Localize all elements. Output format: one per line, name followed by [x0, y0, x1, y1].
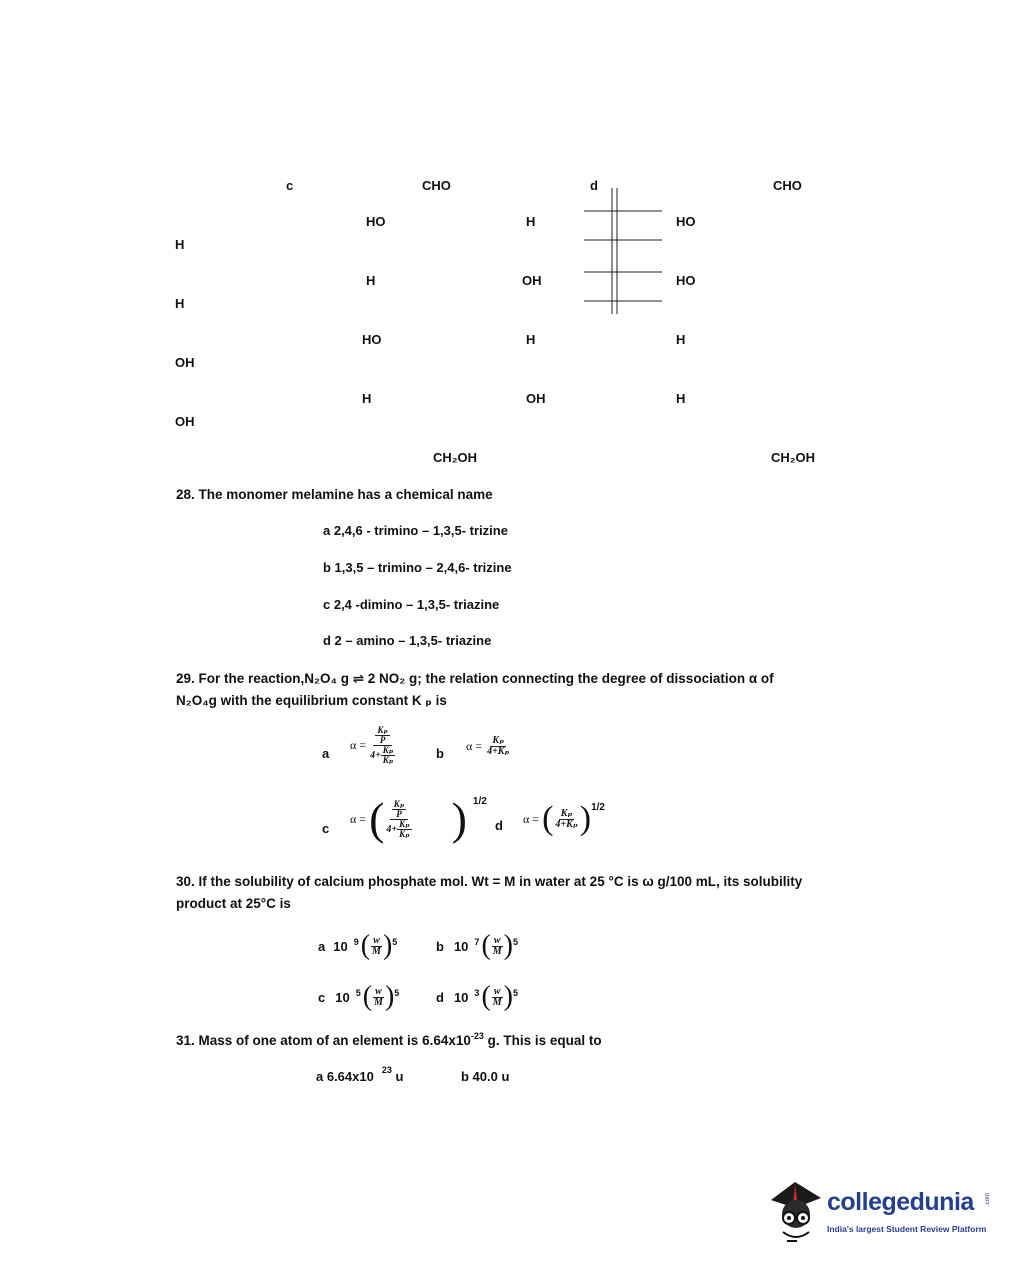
- alpha-symbol: α =: [350, 811, 367, 826]
- q28-option-d[interactable]: d 2 – amino – 1,3,5- triazine: [323, 633, 492, 648]
- option-c-label: c: [286, 178, 294, 193]
- far-left-sub-3: OH: [175, 355, 195, 370]
- question-29-line-1: 29. For the reaction,N₂O₄ g ⇌ 2 NO₂ g; the relation connecting the degree of dissociation α of: [176, 671, 774, 686]
- question-31: 31. Mass of one atom of an element is $6.64x10^{-23}$ g. This is equal to: [176, 1031, 602, 1048]
- q28-option-a[interactable]: a 2,4,6 - trimino – 1,3,5- trizine: [323, 523, 508, 538]
- q29-option-b-formula[interactable]: [466, 736, 511, 757]
- d-right-sub-3: H: [676, 332, 686, 347]
- q30-option-d[interactable]: d 10 3 ( $\frac{w}{M}$ ) 5: [436, 981, 519, 1012]
- bottom-group-c: CH₂OH: [433, 450, 478, 465]
- bottom-group-d: CH₂OH: [771, 450, 816, 465]
- far-left-sub-2: H: [175, 296, 185, 311]
- brand-com: .com: [985, 1192, 991, 1206]
- top-group-c: CHO: [422, 178, 451, 193]
- q28-option-c[interactable]: c 2,4 -dimino – 1,3,5- triazine: [323, 597, 500, 612]
- brand-tagline: India's largest Student Review Platform: [827, 1224, 987, 1234]
- mascot-icon: [765, 1176, 827, 1246]
- c-right-sub-3: H: [526, 332, 536, 347]
- d-right-sub-2: HO: [676, 273, 696, 288]
- q29-option-b-label[interactable]: b: [436, 746, 444, 761]
- q29-option-d-formula[interactable]: α = ( $\frac{\text{Kₚ}}{\text{4+Kₚ}}$ ) 1/2: [523, 800, 605, 837]
- top-group-d: CHO: [773, 178, 802, 193]
- q29-option-a-label[interactable]: a: [322, 746, 330, 761]
- question-29-line-2: N₂O₄g with the equilibrium constant K ₚ is: [176, 693, 447, 708]
- d-right-sub-1: HO: [676, 214, 696, 229]
- exponent-half: 1/2: [472, 796, 487, 807]
- q28-option-b[interactable]: b 1,3,5 – trimino – 2,4,6- trizine: [323, 560, 512, 575]
- q30-option-b[interactable]: b 10 7 ( $\frac{w}{M}$ ) 5: [436, 930, 519, 961]
- collegedunia-logo: [765, 1176, 995, 1248]
- q30-option-c[interactable]: c 10 5 ( $\frac{w}{M}$ ) 5: [318, 981, 400, 1012]
- c-left-sub-3: HO: [362, 332, 382, 347]
- exponent-half: 1/2: [591, 802, 605, 813]
- c-right-sub-4: OH: [526, 391, 546, 406]
- far-left-sub-1: H: [175, 237, 185, 252]
- c-right-sub-2: OH: [522, 273, 542, 288]
- formula-fraction: $\frac{\text{Kₚ}}{P}$ 4+ $\frac{\text{Kₚ}}{\text{Kₚ}}$: [370, 725, 394, 765]
- alpha-symbol: α =: [523, 811, 540, 826]
- q31-option-a[interactable]: a 6.64x10 $^{23}$ u: [316, 1065, 404, 1084]
- q29-option-d-label[interactable]: d: [495, 818, 503, 833]
- question-30-line-2: product at 25°C is: [176, 896, 291, 911]
- c-left-sub-4: H: [362, 391, 372, 406]
- question-28: 28. The monomer melamine has a chemical name: [176, 487, 493, 502]
- far-left-sub-4: OH: [175, 414, 195, 429]
- q29-option-c-formula[interactable]: α = ( $\frac{\text{Kₚ}}{P}$ 4+ $\frac{\text{Kₚ}}{\text{Kₚ}}$ ) 1/2: [350, 793, 487, 844]
- c-right-sub-1: H: [526, 214, 536, 229]
- fischer-cross-lines: [580, 188, 670, 314]
- c-left-sub-2: H: [366, 273, 376, 288]
- q29-option-a-formula[interactable]: [350, 726, 397, 765]
- brand-name: collegedunia: [827, 1188, 974, 1216]
- q29-option-c-label[interactable]: c: [322, 821, 330, 836]
- q30-option-a[interactable]: a 10 9 ( $\frac{w}{M}$ ) 5: [318, 930, 398, 961]
- c-left-sub-1: HO: [366, 214, 386, 229]
- question-30-line-1: 30. If the solubility of calcium phosphate mol. Wt = M in water at 25 °C is ω g/100 mL, its solubility: [176, 874, 803, 889]
- alpha-symbol: α =: [350, 738, 367, 752]
- d-right-sub-4: H: [676, 391, 686, 406]
- alpha-symbol: α =: [466, 739, 483, 753]
- option-d-label: d: [590, 178, 598, 193]
- formula-fraction: $\frac{\text{Kₚ}}{\text{4+Kₚ}}$: [555, 807, 578, 830]
- formula-fraction: $\frac{\text{Kₚ}}{P}$ 4+ $\frac{\text{Kₚ}}{\text{Kₚ}}$: [386, 798, 410, 839]
- formula-fraction: $\frac{\text{Kₚ}}{\text{4+Kₚ}}$: [487, 735, 510, 757]
- q31-option-b[interactable]: b 40.0 u: [461, 1069, 510, 1084]
